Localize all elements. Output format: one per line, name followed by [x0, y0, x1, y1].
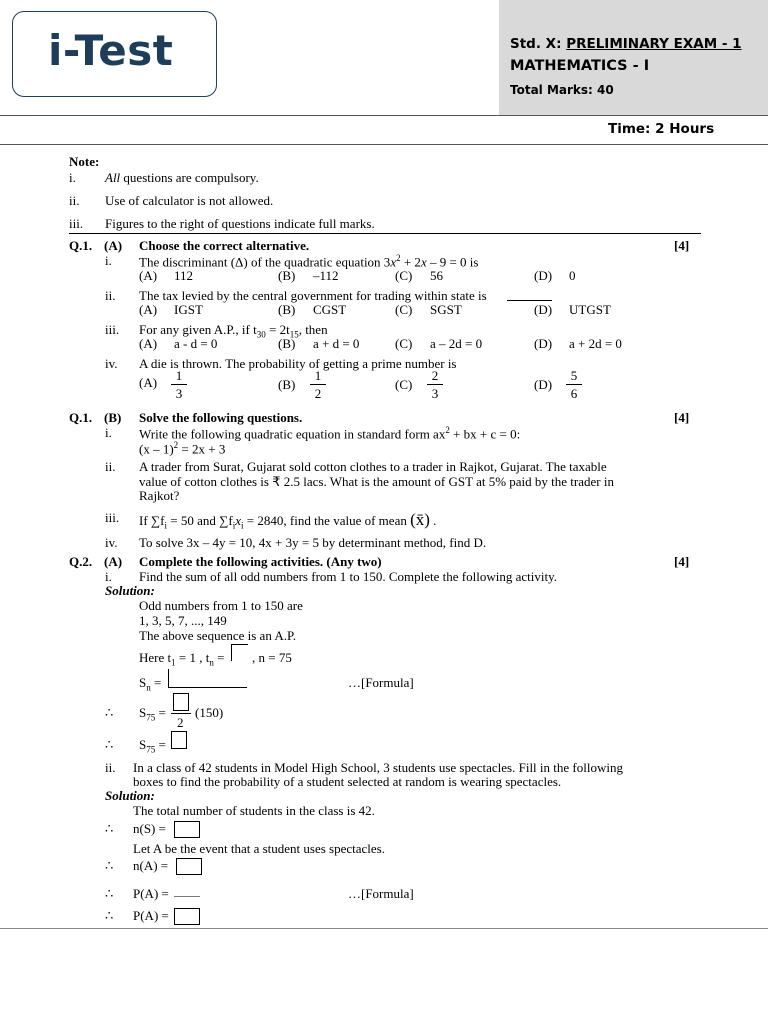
event-line: Let A be the event that a student uses spectacles. — [133, 841, 385, 856]
q1a-iv-text: A die is thrown. The probability of getting a prime number is — [139, 356, 457, 371]
formula-blank[interactable] — [168, 669, 247, 688]
q2a-title: Complete the following activities. (Any two) — [139, 554, 382, 569]
q1b-title: Solve the following questions. — [139, 410, 303, 425]
sub: i — [241, 520, 244, 531]
blank-box[interactable] — [176, 858, 202, 875]
fraction-bar — [171, 713, 191, 714]
q1a-iii-b: = 2t — [265, 322, 290, 337]
therefore-symbol: ∴ — [105, 705, 114, 720]
q1b-ii-num: ii. — [105, 459, 116, 474]
opt-label: (B) — [278, 268, 296, 283]
note-item-1 — [105, 170, 259, 186]
s: S — [139, 705, 147, 720]
t-c: x — [235, 513, 242, 528]
opt-label: (A) — [139, 336, 158, 351]
q1b-part: (B) — [104, 410, 122, 425]
q2a-marks: [4] — [674, 554, 690, 569]
q1a-ii-text: The tax levied by the central government for trading within state is — [139, 288, 487, 303]
q1b-ii-line1: A trader from Surat, Gujarat sold cotton clothes to a trader in Rajkot, Gujarat. The taxable — [139, 459, 607, 474]
note-em: All — [105, 170, 121, 185]
sub: i — [232, 520, 236, 531]
opt-value: 56 — [430, 268, 443, 283]
note-num-3: iii. — [69, 216, 84, 231]
q1a-i-text: The discriminant (Δ) of the quadratic equation $3x^2 + 2x - 9 = 0$ is — [139, 253, 479, 270]
opt-label: (D) — [534, 377, 553, 392]
q1b-iii-text — [139, 510, 436, 531]
note-num-1: i. — [69, 170, 76, 185]
q1b-i-equation: (x – 1)$^2$ = 2x + 3 — [139, 440, 226, 457]
q1b-iii-num: iii. — [105, 510, 120, 525]
q1a-iii-text — [139, 322, 328, 340]
q1b-iv-text: To solve 3x – 4y = 10, 4x + 3y = 5 by determinant method, find D. — [139, 535, 487, 550]
solution-label: Solution: — [105, 788, 155, 803]
numerator: 2 — [431, 368, 439, 383]
h-b: = 1 , t — [175, 650, 210, 665]
opt-value: a + d = 0 — [313, 336, 360, 351]
opt-label: (A) — [139, 268, 158, 283]
eq: = — [155, 737, 166, 752]
solution-line: Odd numbers from 1 to 150 are — [139, 598, 303, 613]
blank-box[interactable] — [231, 644, 248, 661]
t-d: = 2840, find the value of mean — [243, 513, 407, 528]
opt-value: a + 2d = 0 — [569, 336, 622, 351]
sn-label — [139, 675, 161, 693]
here-n: , n = 75 — [252, 650, 292, 665]
t-b: = 50 and ∑f — [167, 513, 233, 528]
numerator: 1 — [175, 368, 183, 383]
sub: 30 — [256, 329, 266, 340]
footer-divider — [0, 928, 768, 929]
fraction — [171, 368, 187, 401]
note-item-3: Figures to the right of questions indicate full marks. — [105, 216, 375, 231]
q2a-ii-line1: In a class of 42 students in Model High School, 3 students use spectacles. Fill in the following — [133, 760, 623, 775]
q1a-i-c: – 9 = 0 is — [426, 254, 479, 270]
q1a-num: Q.1. — [69, 238, 93, 253]
eq-a: (x – 1) — [139, 441, 174, 457]
q1b-i-num: i. — [105, 425, 112, 440]
opt-label: (B) — [278, 377, 296, 392]
h-a: Here t — [139, 650, 172, 665]
opt-label: (A) — [139, 302, 158, 317]
blank-box[interactable] — [174, 908, 200, 925]
q1b-ii-line3: Rajkot? — [139, 488, 180, 503]
note-divider — [69, 233, 701, 234]
opt-label: (B) — [278, 302, 296, 317]
exam-line — [510, 36, 742, 52]
sn: S — [139, 675, 147, 690]
header-divider — [0, 115, 768, 116]
q1b-num: Q.1. — [69, 410, 93, 425]
std-label: Std. X: — [510, 36, 567, 52]
denominator: 6 — [570, 386, 578, 401]
s: S — [139, 737, 147, 752]
therefore-symbol: ∴ — [105, 886, 114, 901]
q1a-ii-num: ii. — [105, 288, 116, 303]
formula-tag: …[Formula] — [348, 675, 414, 690]
answer-blank — [507, 300, 552, 301]
numerator: 5 — [570, 368, 578, 383]
blank-box[interactable] — [173, 693, 189, 711]
sub: 75 — [146, 744, 156, 755]
therefore-symbol: ∴ — [105, 908, 114, 923]
q1a-iv-num: iv. — [105, 356, 118, 371]
na-label: n(A) = — [133, 858, 169, 873]
exam-name: PRELIMINARY EXAM - 1 — [566, 36, 742, 52]
here-line: Here $t_1 = 1$ , $t_n$ = — [139, 650, 225, 668]
q1b-i-a: Write the following quadratic equation in standard form ax — [139, 426, 446, 442]
opt-label: (C) — [395, 268, 413, 283]
t-end: . — [433, 513, 437, 528]
opt-label: (A) — [139, 375, 158, 390]
q1b-iv-num: iv. — [105, 535, 118, 550]
denominator: 3 — [175, 386, 183, 401]
eq: = — [150, 675, 162, 690]
blank-box[interactable] — [171, 731, 187, 749]
denominator: 3 — [431, 386, 439, 401]
note-title: Note: — [69, 154, 100, 169]
opt-value: 0 — [569, 268, 576, 283]
pa-label: P(A) = — [133, 886, 169, 901]
q1a-iii-c: , then — [298, 322, 328, 337]
sub: 15 — [289, 329, 299, 340]
fraction — [310, 368, 326, 401]
q2a-i-num: i. — [105, 569, 112, 584]
mean-symbol: (x̄) — [410, 510, 430, 529]
q1b-marks: [4] — [674, 410, 690, 425]
logo: i-Test — [48, 26, 174, 75]
h-c: = — [213, 650, 225, 665]
opt-value: –112 — [313, 268, 339, 283]
q1a-i-num: i. — [105, 253, 112, 268]
s75-label — [139, 705, 166, 723]
opt-label: (D) — [534, 302, 553, 317]
therefore-symbol: ∴ — [105, 858, 114, 873]
q2a-ii-num: ii. — [105, 760, 116, 775]
solution-label: Solution: — [105, 583, 155, 598]
therefore-symbol: ∴ — [105, 821, 114, 836]
opt-value: a – 2d = 0 — [430, 336, 483, 351]
opt-value: UTGST — [569, 302, 611, 317]
opt-label: (C) — [395, 377, 413, 392]
t-a: If ∑f — [139, 513, 165, 528]
q1a-i-a: The discriminant (Δ) of the quadratic equation 3 — [139, 254, 391, 270]
fraction — [427, 368, 443, 401]
note-text-1: questions are compulsory. — [120, 170, 259, 185]
note-item-2: Use of calculator is not allowed. — [105, 193, 274, 208]
time-divider — [0, 144, 768, 145]
opt-label: (C) — [395, 336, 413, 351]
pa-label: P(A) = — [133, 908, 169, 923]
fraction — [566, 368, 582, 401]
opt-value: a - d = 0 — [174, 336, 218, 351]
multiplier: (150) — [195, 705, 224, 720]
opt-label: (C) — [395, 302, 413, 317]
therefore-symbol: ∴ — [105, 737, 114, 752]
q1a-title: Choose the correct alternative. — [139, 238, 310, 253]
q2a-num: Q.2. — [69, 554, 93, 569]
blank-box[interactable] — [174, 821, 200, 838]
opt-label: (D) — [534, 336, 553, 351]
ns-label: n(S) = — [133, 821, 166, 836]
opt-value: SGST — [430, 302, 462, 317]
opt-label: (B) — [278, 336, 296, 351]
opt-value: 112 — [174, 268, 194, 283]
opt-value: CGST — [313, 302, 347, 317]
denominator: 2 — [314, 386, 322, 401]
q1a-marks: [4] — [674, 238, 690, 253]
numerator: 1 — [314, 368, 322, 383]
total-students: The total number of students in the class is 42. — [133, 803, 375, 818]
q2a-i-text: Find the sum of all odd numbers from 1 to 150. Complete the following activity. — [139, 569, 557, 584]
eq-b: = 2x + 3 — [178, 441, 226, 457]
formula-blank[interactable] — [174, 880, 200, 897]
eq: = — [155, 705, 166, 720]
solution-line: The above sequence is an A.P. — [139, 628, 297, 643]
s75-label — [139, 737, 166, 755]
q2a-part: (A) — [104, 554, 123, 569]
subject: MATHEMATICS - I — [510, 58, 650, 74]
q1b-i-text: Write the following quadratic equation in standard form $ax^2$ + bx + c = 0: — [139, 425, 521, 442]
solution-line: 1, 3, 5, 7, ..., 149 — [139, 613, 227, 628]
q1a-part: (A) — [104, 238, 123, 253]
formula-tag: …[Formula] — [348, 886, 414, 901]
q1b-ii-line2: value of cotton clothes is ₹ 2.5 lacs. What is the amount of GST at 5% paid by the trader in — [139, 474, 614, 489]
total-marks: Total Marks: 40 — [510, 83, 614, 97]
opt-label: (D) — [534, 268, 553, 283]
q1a-iii-a: For any given A.P., if t — [139, 322, 257, 337]
q2a-ii-line2: boxes to find the probability of a student selected at random is wearing spectacles. — [133, 774, 562, 789]
q1b-i-b: + bx + c = 0: — [449, 426, 521, 442]
denominator: 2 — [177, 715, 184, 730]
exam-time: Time: 2 Hours — [608, 121, 715, 137]
sub: 75 — [146, 712, 156, 723]
opt-value: IGST — [174, 302, 203, 317]
sub: i — [164, 520, 168, 531]
note-num-2: ii. — [69, 193, 80, 208]
sub: n — [146, 682, 151, 693]
q1a-iii-num: iii. — [105, 322, 120, 337]
q1a-i-b: + 2 — [400, 254, 421, 270]
